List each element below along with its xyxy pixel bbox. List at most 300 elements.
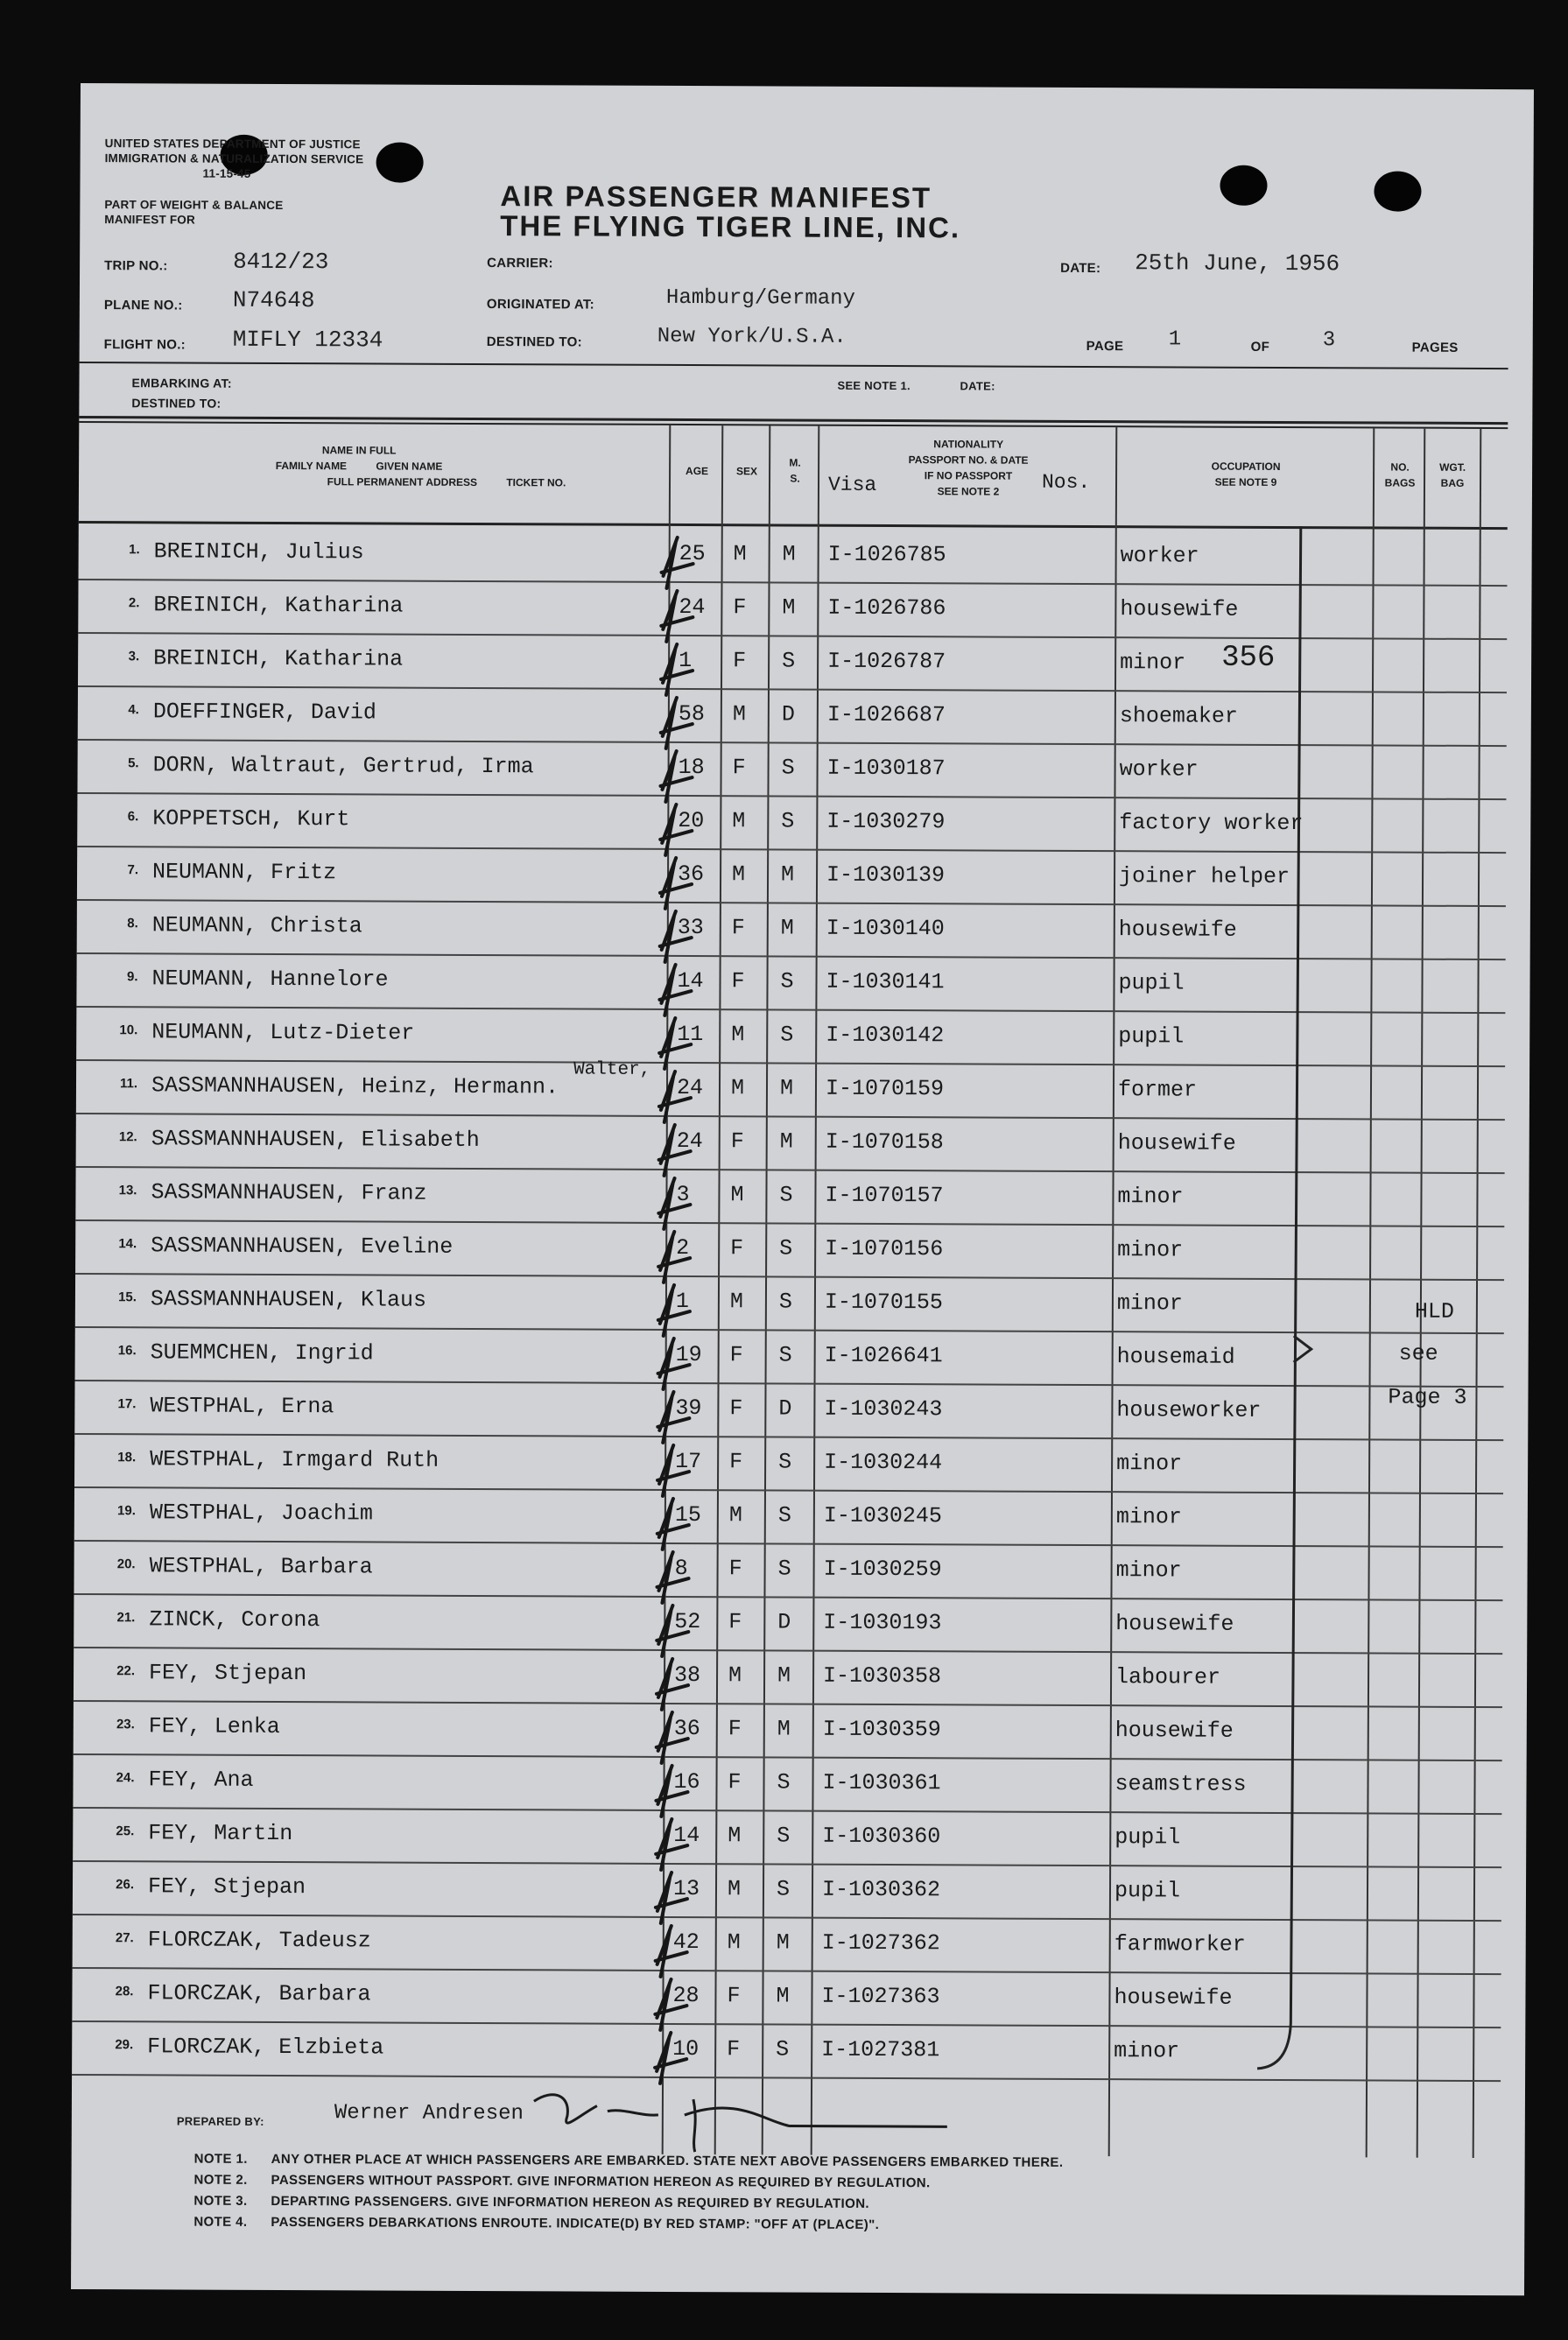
cell-sex: M xyxy=(727,1929,741,1956)
row-number: 27. xyxy=(115,1930,134,1946)
cell-ms: D xyxy=(778,1395,792,1422)
cell-sex: F xyxy=(729,1342,743,1368)
cell-visa: I-1030140 xyxy=(826,915,945,942)
check-mark xyxy=(657,1659,688,1710)
check-mark xyxy=(660,805,692,855)
col-nat-header: IF NO PASSPORT xyxy=(924,469,1013,482)
cell-sex: M xyxy=(727,1876,742,1902)
date-value: 25th June, 1956 xyxy=(1135,249,1340,278)
see-note-label: SEE NOTE 1. xyxy=(837,378,911,393)
side-note: Page 3 xyxy=(1388,1384,1467,1410)
row-number: 13. xyxy=(118,1183,137,1198)
check-mark xyxy=(655,2033,686,2084)
cell-sex: M xyxy=(733,541,747,567)
cell-occ: housewife xyxy=(1114,1718,1234,1744)
cell-name: WESTPHAL, Joachim xyxy=(149,1500,373,1527)
trip-label: TRIP NO.: xyxy=(104,258,168,274)
cell-visa: I-1030279 xyxy=(826,808,946,835)
cell-age: 16 xyxy=(673,1768,700,1795)
cell-age: 24 xyxy=(676,1128,703,1155)
prepared-by-name: Werner Andresen xyxy=(334,2101,524,2126)
cell-visa: I-1027363 xyxy=(821,1983,940,2010)
check-mark xyxy=(660,858,692,909)
cell-visa: I-1027362 xyxy=(821,1929,940,1957)
cell-ms: S xyxy=(780,968,794,994)
cell-age: 20 xyxy=(678,807,705,834)
check-mark xyxy=(659,1125,691,1176)
cell-sex: M xyxy=(730,1182,744,1208)
check-mark xyxy=(655,1979,686,2030)
cell-age: 58 xyxy=(678,700,705,727)
cell-visa: I-1030362 xyxy=(821,1876,941,1903)
agency-line: MANIFEST FOR xyxy=(104,213,196,227)
cell-ms: S xyxy=(777,1823,791,1849)
col-name-header: FULL PERMANENT ADDRESS TICKET NO. xyxy=(327,475,566,489)
cell-ms: S xyxy=(782,648,796,674)
destined-value: New York/U.S.A. xyxy=(657,324,847,349)
cell-sex: F xyxy=(728,1609,742,1635)
cell-age: 33 xyxy=(677,914,704,941)
cell-name: NEUMANN, Christa xyxy=(151,912,362,939)
cell-name: NEUMANN, Hannelore xyxy=(151,966,389,993)
originated-value: Hamburg/Germany xyxy=(665,285,856,311)
cell-sex: M xyxy=(728,1662,742,1689)
cell-visa: I-1030361 xyxy=(822,1769,941,1796)
check-mark xyxy=(657,1499,689,1549)
page-total: 3 xyxy=(1322,328,1336,353)
cell-age: 38 xyxy=(674,1662,701,1689)
cell-visa: I-1070157 xyxy=(825,1182,944,1209)
cell-name: NEUMANN, Fritz xyxy=(152,859,337,886)
row-number: 8. xyxy=(127,916,138,931)
check-mark xyxy=(657,1606,688,1656)
cell-age: 11 xyxy=(677,1021,704,1048)
row-number: 12. xyxy=(118,1129,137,1145)
note-text: ANY OTHER PLACE AT WHICH PASSENGERS ARE EMBARKED. STATE NEXT ABOVE PASSENGERS EMBARKED THERE. xyxy=(271,2151,1064,2170)
cell-sex: F xyxy=(731,915,745,941)
manifest-sheet xyxy=(71,83,1534,2295)
prepared-label: PREPARED BY: xyxy=(176,2114,264,2128)
cell-ms: S xyxy=(778,1289,793,1315)
note-key: NOTE 3. xyxy=(193,2193,248,2209)
cell-name: BREINICH, Katharina xyxy=(153,645,404,672)
check-mark xyxy=(661,698,693,748)
check-mark xyxy=(657,1552,688,1603)
cell-occ: pupil xyxy=(1118,970,1185,996)
cell-name: NEUMANN, Lutz-Dieter xyxy=(151,1019,415,1046)
col-nat-header: NATIONALITY xyxy=(933,438,1004,451)
cell-visa: I-1026787 xyxy=(827,648,946,675)
side-note: see xyxy=(1398,1340,1438,1367)
cell-sex: F xyxy=(727,1983,741,2009)
cell-ms: S xyxy=(776,1876,791,1902)
cell-occ: minor xyxy=(1116,1451,1183,1477)
cell-ms: M xyxy=(779,1128,793,1155)
cell-age: 17 xyxy=(675,1448,702,1475)
row-number: 2. xyxy=(128,595,140,611)
cell-sex: M xyxy=(731,1022,745,1048)
check-mark xyxy=(657,1712,688,1763)
cell-ms: S xyxy=(778,1342,792,1368)
cell-name: BREINICH, Katharina xyxy=(153,592,404,619)
cell-visa: I-1026785 xyxy=(827,541,946,568)
cell-ms: M xyxy=(777,1716,791,1742)
agency-line: IMMIGRATION & NATURALIZATION SERVICE xyxy=(104,151,364,166)
cell-ms: S xyxy=(777,1556,791,1582)
cell-name: ZINCK, Corona xyxy=(149,1606,320,1634)
row-number: 16. xyxy=(117,1343,137,1359)
cell-occ: pupil xyxy=(1114,1824,1181,1851)
row-number: 4. xyxy=(128,702,139,718)
row-number: 15. xyxy=(118,1289,137,1305)
cell-name: FEY, Stjepan xyxy=(147,1873,306,1901)
cell-ms: M xyxy=(776,1929,790,1956)
cell-ms: S xyxy=(779,1182,793,1208)
cell-sex: M xyxy=(732,861,746,888)
cell-age: 28 xyxy=(672,1982,700,2009)
cell-age: 15 xyxy=(674,1501,701,1528)
cell-occ: factory worker xyxy=(1119,810,1304,837)
cell-visa: I-1030245 xyxy=(823,1502,942,1529)
cell-name: WESTPHAL, Erna xyxy=(150,1393,334,1420)
row-number: 26. xyxy=(116,1877,135,1893)
cell-name: FEY, Stjepan xyxy=(149,1660,307,1687)
signature xyxy=(534,2095,947,2154)
bracket-mark xyxy=(1257,526,1301,2069)
cell-name: SASSMANNHAUSEN, Eveline xyxy=(151,1233,454,1260)
cell-name: SASSMANNHAUSEN, Franz xyxy=(151,1179,427,1206)
cell-visa: I-1030360 xyxy=(822,1823,941,1850)
row-number: 11. xyxy=(119,1076,138,1092)
cell-age: 14 xyxy=(673,1822,700,1849)
cell-name: SASSMANNHAUSEN, Heinz, Hermann. xyxy=(151,1072,559,1100)
check-mark xyxy=(656,1926,687,1977)
agency-form-date: 11-15-45 xyxy=(202,166,251,180)
col-nat-header: SEE NOTE 2 xyxy=(937,485,1000,498)
cell-occ: housemaid xyxy=(1116,1344,1235,1370)
row-number: 14. xyxy=(118,1236,137,1252)
row-number: 18. xyxy=(117,1450,137,1465)
row-number: 17. xyxy=(117,1396,137,1412)
check-mark xyxy=(656,1819,687,1870)
of-label: OF xyxy=(1250,339,1270,355)
handwritten-number: 356 xyxy=(1221,641,1276,675)
cell-name: DOEFFINGER, David xyxy=(152,699,376,726)
originated-label: ORIGINATED AT: xyxy=(486,297,595,313)
cell-occ: houseworker xyxy=(1116,1397,1262,1423)
row-number: 20. xyxy=(116,1556,136,1572)
col-ms-header: S. xyxy=(790,472,800,485)
cell-ms: D xyxy=(777,1609,791,1635)
row-number: 25. xyxy=(116,1824,135,1839)
col-bags-header: BAGS xyxy=(1384,476,1416,489)
col-age-header: AGE xyxy=(686,465,709,478)
cell-sex: M xyxy=(729,1289,744,1315)
cell-visa: I-1030259 xyxy=(823,1556,942,1583)
row-number: 5. xyxy=(128,755,139,771)
cell-ms: M xyxy=(776,1983,790,2009)
handwritten-markings xyxy=(71,83,1534,2295)
cell-ms: M xyxy=(779,1075,794,1101)
cell-ms: M xyxy=(782,541,796,567)
col-name-header: FAMILY NAME GIVEN NAME xyxy=(275,459,443,473)
cell-visa: I-1070158 xyxy=(825,1128,944,1156)
cell-age: 8 xyxy=(674,1555,688,1582)
cell-occ: worker xyxy=(1120,543,1199,569)
cell-sex: M xyxy=(732,808,746,834)
cell-sex: F xyxy=(729,1395,743,1422)
check-mark xyxy=(658,1232,690,1282)
col-occ-header: SEE NOTE 9 xyxy=(1214,475,1277,488)
date-label: DATE: xyxy=(1060,260,1101,277)
cell-sex: F xyxy=(728,1769,742,1795)
col-wgt-header: BAG xyxy=(1440,476,1465,489)
cell-age: 3 xyxy=(676,1181,690,1208)
cell-sex: M xyxy=(728,1823,742,1849)
cell-occ: pupil xyxy=(1118,1023,1185,1050)
agency-line: PART OF WEIGHT & BALANCE xyxy=(104,198,284,213)
cell-sex: F xyxy=(728,1716,742,1742)
cell-ms: S xyxy=(777,1502,791,1528)
cell-age: 52 xyxy=(674,1608,701,1635)
check-mark xyxy=(657,1339,689,1389)
cell-name: BREINICH, Julius xyxy=(153,538,364,566)
cell-name: FLORCZAK, Barbara xyxy=(147,1980,371,2007)
carrier-label: CARRIER: xyxy=(487,256,553,271)
cell-name: WESTPHAL, Barbara xyxy=(149,1553,373,1580)
cell-ms: S xyxy=(781,755,795,781)
cell-ms: M xyxy=(780,861,795,888)
cell-visa: I-1030358 xyxy=(823,1662,942,1690)
cell-age: 13 xyxy=(672,1875,700,1902)
cell-visa: I-1030243 xyxy=(824,1395,943,1423)
cell-occ: seamstress xyxy=(1114,1771,1247,1797)
col-sex-header: SEX xyxy=(736,465,758,478)
cell-ms: S xyxy=(779,1235,793,1261)
check-mark xyxy=(656,1766,687,1816)
check-mark xyxy=(656,1873,687,1923)
cell-occ: farmworker xyxy=(1114,1931,1246,1957)
cell-sex: M xyxy=(730,1075,745,1101)
cell-occ: pupil xyxy=(1114,1878,1181,1904)
check-mark xyxy=(658,1178,690,1229)
cell-occ: minor xyxy=(1120,650,1186,676)
check-mark xyxy=(659,965,691,1015)
cell-visa: I-1026687 xyxy=(826,701,946,728)
cell-visa: I-1070155 xyxy=(824,1289,944,1316)
cell-age: 36 xyxy=(673,1715,700,1742)
cell-sex: F xyxy=(731,968,745,994)
embarking-label: EMBARKING AT: xyxy=(131,376,232,390)
cell-age: 24 xyxy=(676,1074,704,1101)
cell-ms: S xyxy=(776,2036,790,2062)
row-number: 6. xyxy=(127,809,139,825)
cell-sex: F xyxy=(729,1449,743,1475)
note-key: NOTE 2. xyxy=(193,2172,248,2188)
cell-visa: I-1030139 xyxy=(826,861,946,889)
row-number: 19. xyxy=(116,1503,136,1519)
note-3 xyxy=(193,2194,869,2211)
col-visa-header: Visa xyxy=(827,473,877,496)
cell-ms: M xyxy=(780,915,794,941)
cell-age: 1 xyxy=(679,647,693,674)
cell-name: SASSMANNHAUSEN, Klaus xyxy=(150,1286,427,1313)
row-number: 9. xyxy=(126,969,138,985)
row-number: 24. xyxy=(116,1770,135,1786)
cell-sex: F xyxy=(733,594,747,621)
destined-to-label: DESTINED TO: xyxy=(131,396,221,411)
cell-occ: housewife xyxy=(1120,596,1239,622)
cell-visa: I-1026641 xyxy=(824,1342,943,1369)
check-mark xyxy=(661,591,693,642)
note-key: NOTE 1. xyxy=(193,2151,248,2167)
cell-name: SASSMANNHAUSEN, Elisabeth xyxy=(151,1126,480,1154)
cell-sex: F xyxy=(730,1128,744,1155)
cell-sex: F xyxy=(730,1235,744,1261)
cell-sex: M xyxy=(732,701,746,727)
check-mark xyxy=(659,1018,691,1069)
row-number: 10. xyxy=(119,1022,138,1038)
cell-sex: F xyxy=(728,1556,742,1582)
cell-age: 1 xyxy=(675,1288,690,1315)
cell-name: FEY, Martin xyxy=(148,1820,293,1847)
cell-age: 42 xyxy=(672,1929,700,1956)
cell-age: 39 xyxy=(675,1395,702,1422)
cell-visa: I-1027381 xyxy=(821,2036,940,2063)
cell-occ: labourer xyxy=(1115,1664,1221,1690)
cell-ms: M xyxy=(782,594,796,621)
row-number: 3. xyxy=(128,649,140,664)
cell-age: 18 xyxy=(678,754,705,781)
cell-visa: I-1030142 xyxy=(826,1022,945,1049)
cell-visa: I-1030193 xyxy=(823,1609,942,1636)
cell-occ: shoemaker xyxy=(1119,703,1238,729)
check-mark xyxy=(657,1445,689,1496)
note-text: DEPARTING PASSENGERS. GIVE INFORMATION HEREON AS REQUIRED BY REGULATION. xyxy=(271,2193,870,2211)
cell-name: SUEMMCHEN, Ingrid xyxy=(150,1339,374,1367)
cell-name: FLORCZAK, Tadeusz xyxy=(147,1927,371,1954)
cell-ms: S xyxy=(777,1769,791,1795)
side-note: HLD xyxy=(1414,1298,1454,1325)
cell-occ: housewife xyxy=(1115,1611,1234,1637)
page-label: PAGE xyxy=(1086,339,1124,355)
check-mark xyxy=(661,538,693,588)
cell-visa: I-1030244 xyxy=(824,1449,943,1476)
cell-visa: I-1070156 xyxy=(825,1235,944,1262)
cell-age: 25 xyxy=(679,540,706,567)
check-mark xyxy=(659,1072,691,1122)
row11-given-name-extra: Walter, xyxy=(573,1059,651,1080)
col-name-header: NAME IN FULL xyxy=(321,444,397,457)
cell-occ: former xyxy=(1117,1077,1198,1103)
cell-age: 10 xyxy=(672,2035,700,2062)
col-nos-header: Nos. xyxy=(1041,470,1091,495)
cell-visa: I-1030359 xyxy=(822,1716,941,1743)
note-text: PASSENGERS DEBARKATIONS ENROUTE. INDICATE(D) BY RED STAMP: "OFF AT (PLACE)". xyxy=(271,2214,880,2233)
cell-sex: F xyxy=(727,2036,741,2062)
col-occ-header: OCCUPATION xyxy=(1211,460,1281,473)
cell-ms: S xyxy=(778,1449,792,1475)
cell-sex: F xyxy=(732,755,746,781)
cell-age: 36 xyxy=(678,861,705,888)
cell-ms: S xyxy=(781,808,795,834)
cell-name: FEY, Lenka xyxy=(148,1713,280,1740)
check-mark xyxy=(660,911,692,962)
row-number: 29. xyxy=(115,2037,134,2053)
cell-visa: I-1030187 xyxy=(826,755,946,782)
pages-label: PAGES xyxy=(1411,340,1459,355)
note-key: NOTE 4. xyxy=(193,2214,248,2230)
row-number: 22. xyxy=(116,1663,136,1679)
cell-name: DORN, Waltraut, Gertrud, Irma xyxy=(152,752,534,780)
cell-sex: F xyxy=(733,648,747,674)
page-title: AIR PASSENGER MANIFEST xyxy=(500,179,932,214)
check-mark xyxy=(661,644,693,695)
cell-age: 19 xyxy=(675,1341,702,1368)
cell-age: 2 xyxy=(676,1234,690,1261)
check-mark xyxy=(657,1392,689,1443)
cell-name: FLORCZAK, Elzbieta xyxy=(147,2034,384,2061)
cell-name: WESTPHAL, Irmgard Ruth xyxy=(150,1446,439,1473)
row-number: 7. xyxy=(127,862,139,878)
cell-occ: housewife xyxy=(1118,917,1237,943)
cell-visa: I-1070159 xyxy=(825,1075,945,1102)
cell-occ: minor xyxy=(1115,1557,1182,1584)
row-number: 28. xyxy=(115,1984,134,1999)
col-bags-header: NO. xyxy=(1390,460,1410,474)
note-text: PASSENGERS WITHOUT PASSPORT. GIVE INFORMATION HEREON AS REQUIRED BY REGULATION. xyxy=(271,2172,931,2191)
cell-occ: worker xyxy=(1119,756,1199,783)
cell-occ: housewife xyxy=(1114,1985,1233,2011)
cell-occ: minor xyxy=(1117,1184,1184,1210)
plane-label: PLANE NO.: xyxy=(103,298,183,313)
cell-visa: I-1030141 xyxy=(826,968,945,995)
row-number: 21. xyxy=(116,1610,136,1626)
col-ms-header: M. xyxy=(789,456,801,469)
col-wgt-header: WGT. xyxy=(1439,460,1466,474)
date2-label: DATE: xyxy=(960,379,995,393)
note-4 xyxy=(193,2215,879,2232)
cell-ms: M xyxy=(777,1662,791,1689)
cell-ms: D xyxy=(781,701,795,727)
check-mark xyxy=(658,1285,690,1336)
flight-value: MIFLY 12334 xyxy=(232,326,383,354)
cell-name: FEY, Ana xyxy=(148,1767,254,1793)
page-subtitle: THE FLYING TIGER LINE, INC. xyxy=(500,209,961,244)
trip-value: 8412/23 xyxy=(233,248,329,276)
cell-occ: minor xyxy=(1114,2038,1180,2064)
cell-name: KOPPETSCH, Kurt xyxy=(152,805,350,833)
destined-label: DESTINED TO: xyxy=(486,334,582,350)
page-number: 1 xyxy=(1168,327,1182,352)
flight-label: FLIGHT NO.: xyxy=(103,337,186,353)
cell-occ: minor xyxy=(1117,1237,1184,1263)
plane-value: N74648 xyxy=(232,286,315,314)
cell-occ: housewife xyxy=(1117,1130,1236,1156)
row-number: 23. xyxy=(116,1717,135,1732)
cell-sex: M xyxy=(728,1502,742,1528)
agency-line: UNITED STATES DEPARTMENT OF JUSTICE xyxy=(104,137,361,151)
cell-age: 14 xyxy=(677,967,704,994)
col-nat-header: PASSPORT NO. & DATE xyxy=(908,453,1029,467)
check-mark xyxy=(660,751,692,802)
cell-occ: minor xyxy=(1116,1290,1184,1317)
cell-ms: S xyxy=(780,1022,794,1048)
row-number: 1. xyxy=(129,542,140,558)
cell-occ: minor xyxy=(1115,1504,1182,1530)
cell-occ: joiner helper xyxy=(1118,863,1290,890)
cell-visa: I-1026786 xyxy=(827,594,946,622)
